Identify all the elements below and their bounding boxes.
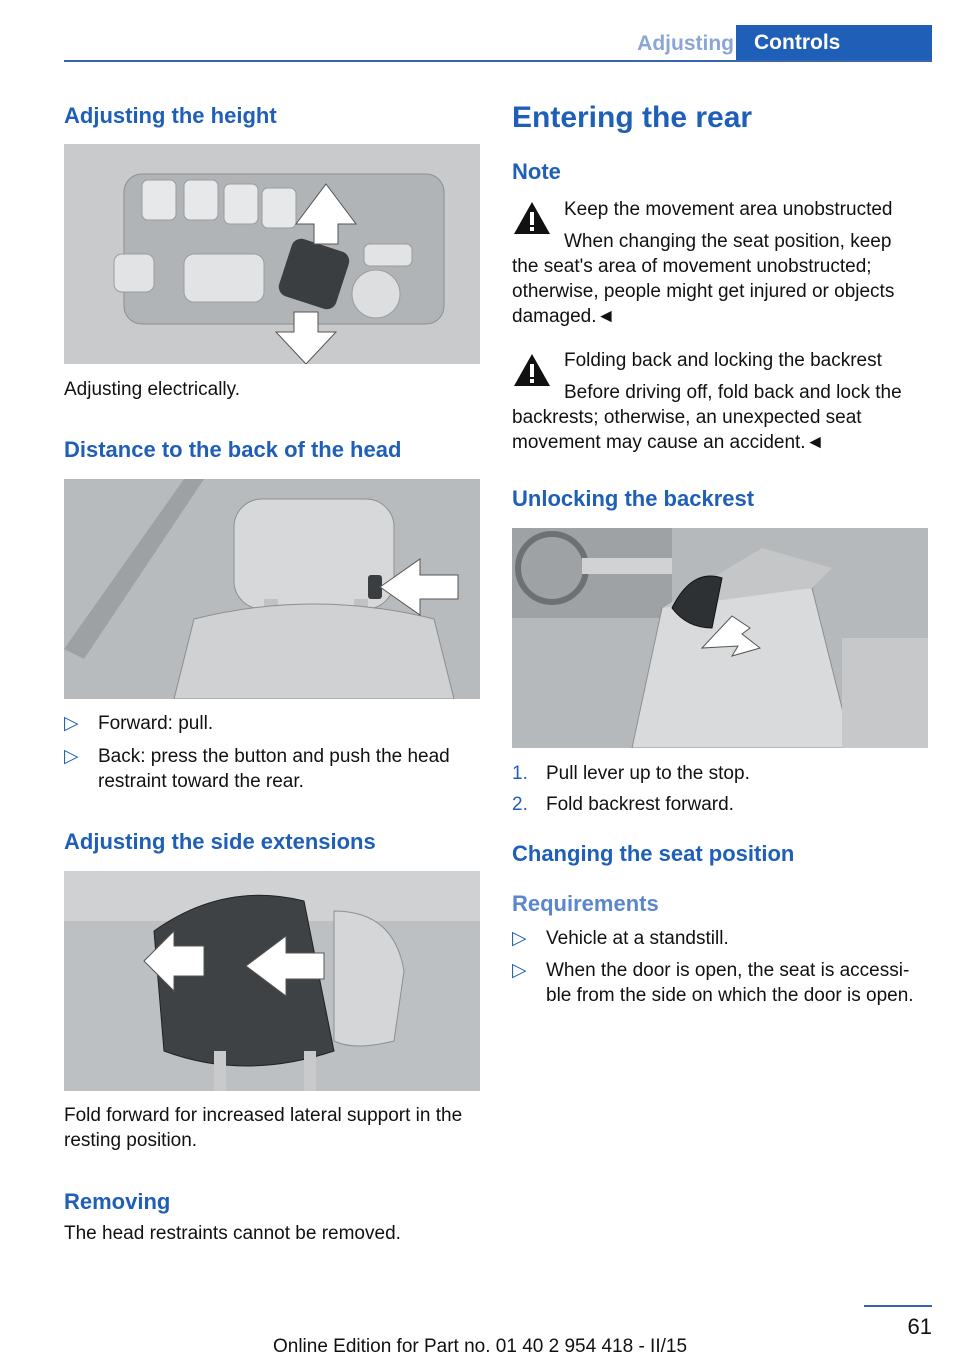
figure-backrest-lever (512, 528, 928, 748)
warning2-title: Folding back and locking the backrest (564, 350, 882, 371)
list-item-req-1: ▷ Vehicle at a standstill. (512, 928, 729, 949)
head-restraint-illustration (64, 479, 480, 699)
warning-triangle-icon (512, 200, 552, 236)
warning1-body: the seat's area of movement unobstructed; otherwise, people might get injured or objects damaged.◄ (512, 256, 895, 327)
footer-edition: Online Edition for Part no. 01 40 2 954 418 - II/15 (272, 1336, 688, 1357)
list-item-unlock-1: 1. Pull lever up to the stop. (512, 763, 750, 784)
page-number: 61 (907, 1314, 932, 1339)
warning-triangle-icon (512, 352, 552, 388)
warning2-body: backrests; otherwise, an unexpected seat movement may cause an accident.◄ (512, 407, 862, 453)
bullet-triangle-icon: ▷ (512, 928, 527, 949)
list-item-distance-2: ▷ Back: press the button and push the head restraint toward the rear. (64, 746, 450, 792)
bullet-triangle-icon: ▷ (64, 746, 79, 767)
figure-side-extensions (64, 871, 480, 1091)
list-item-distance-1: ▷ Forward: pull. (64, 713, 214, 734)
step-number: 2. (512, 794, 528, 815)
heading-unlocking-backrest: Unlocking the backrest (512, 486, 755, 511)
heading-adjusting-height: Adjusting the height (64, 103, 277, 128)
backrest-lever-illustration (512, 528, 928, 748)
heading-changing-seat: Changing the seat position (512, 841, 795, 866)
caption-adjusting-height: Adjusting electrically. (64, 379, 241, 400)
heading-removing: Removing (64, 1189, 171, 1214)
seat-controls-illustration (64, 144, 480, 364)
heading-requirements: Requirements (512, 891, 659, 916)
heading-distance-head: Distance to the back of the head (64, 437, 402, 462)
side-extensions-illustration (64, 871, 480, 1091)
bullet-triangle-icon: ▷ (512, 960, 527, 981)
figure-seat-controls (64, 144, 480, 364)
figure-head-restraint (64, 479, 480, 699)
list-item-unlock-2: 2. Fold backrest forward. (512, 794, 734, 815)
heading-entering-rear: Entering the rear (512, 101, 753, 134)
heading-note: Note (512, 159, 561, 184)
header-section-label: Adjusting (637, 32, 734, 55)
warning1-title: Keep the movement area unobstructed (564, 199, 893, 220)
bullet-triangle-icon: ▷ (64, 713, 79, 734)
footer-rule (864, 1305, 932, 1307)
text-removing: The head restraints cannot be removed. (64, 1223, 401, 1244)
list-item-req-2: ▷ When the door is open, the seat is accessible from the side on which the door is open. (512, 960, 914, 1006)
heading-side-extensions: Adjusting the side extensions (64, 829, 376, 854)
warning2-line2: Before driving off, fold back and lock the (564, 382, 902, 403)
warning1-line2: When changing the seat position, keep (564, 231, 892, 252)
step-number: 1. (512, 763, 528, 784)
header-rule (64, 60, 932, 62)
caption-side-extensions: Fold forward for increased lateral support in the resting position. (64, 1105, 463, 1151)
header-chapter-tab: Controls (736, 25, 932, 62)
